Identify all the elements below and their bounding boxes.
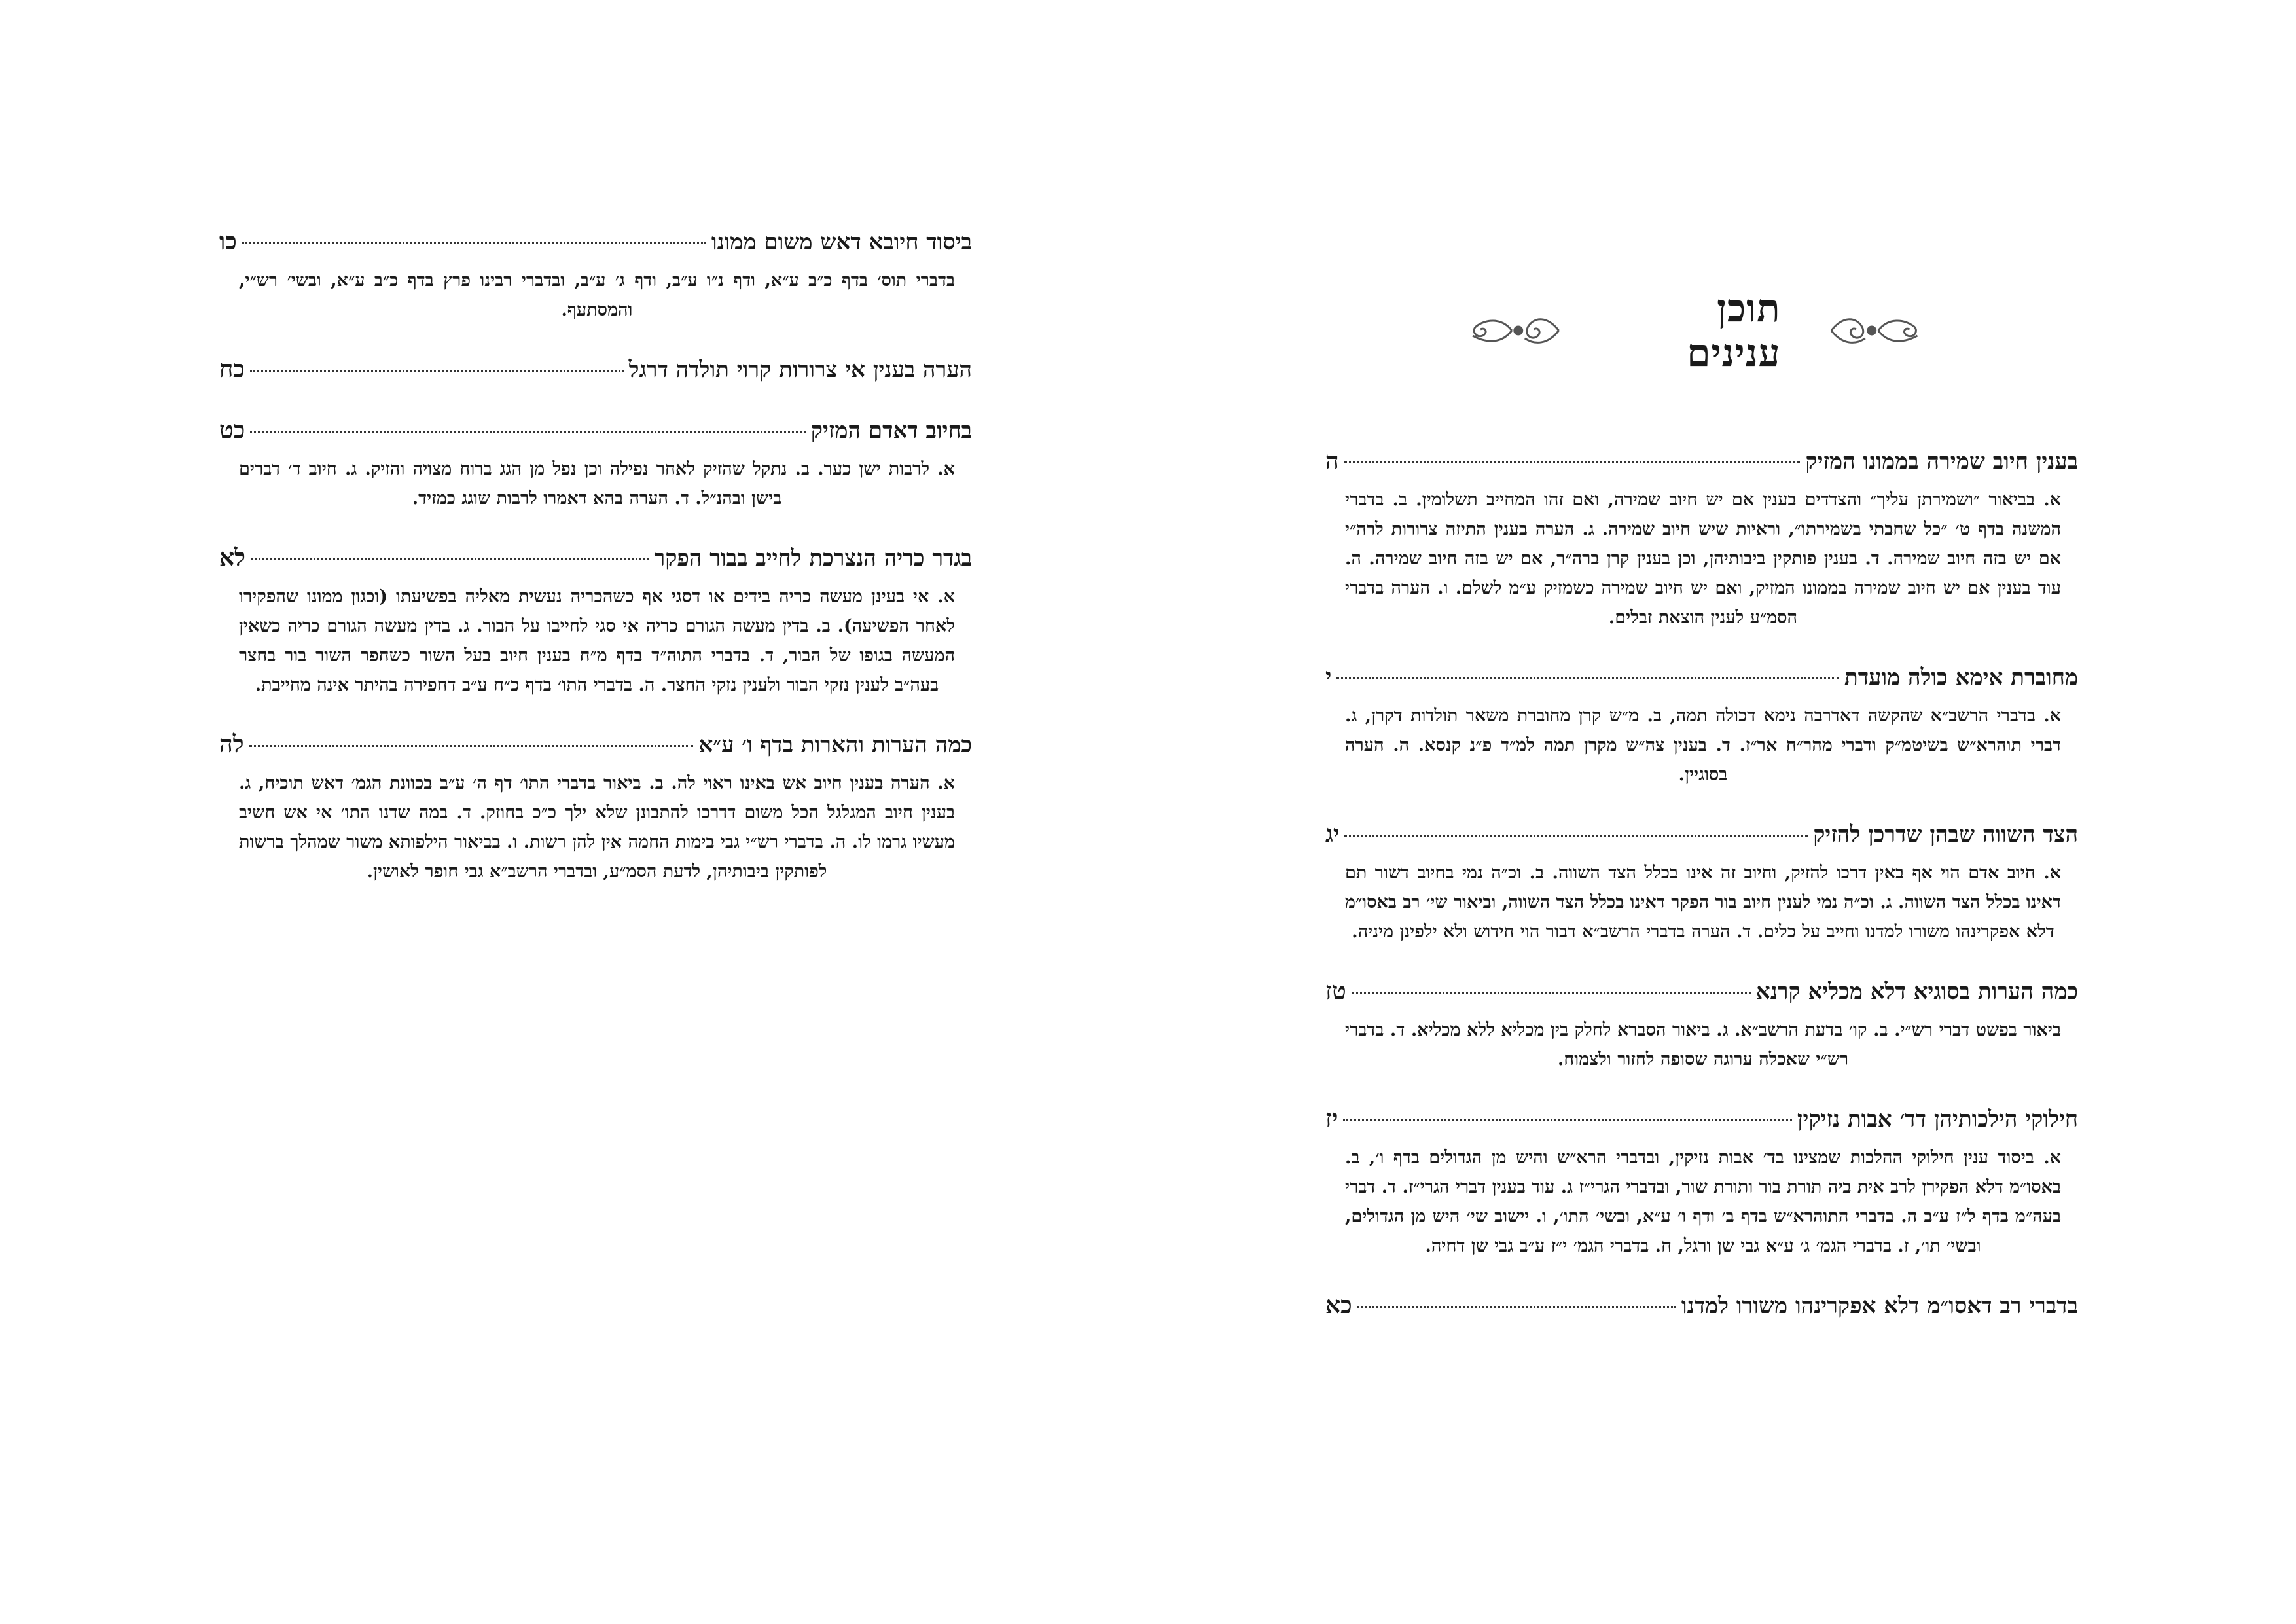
dotted-leader [1336, 677, 1839, 679]
toc-entry-heading [219, 542, 972, 574]
toc-right-column [1325, 288, 2078, 1350]
toc-entry-description: ביאור בפשט דברי רש״י. ב. קו׳ בדעת הרשב״א. ג. ביאור הסברא לחלק בין מכליא ללא מכליא. ד. בדברי רש״י שאכלה ערוגה שסופה לחזור ולצמוח. [1345, 1020, 2061, 1070]
toc-entry-heading [219, 414, 972, 446]
dotted-leader [1357, 1306, 1676, 1308]
toc-entry [219, 542, 972, 700]
toc-entry-description: בדברי תוס׳ בדף כ״ב ע״א, ודף נ״ו ע״ב, ודף ג׳ ע״ב, ובדברי רבינו פרץ בדף כ״ב ע״א, ובשי׳ רש״י, והמסתעף. [239, 270, 955, 320]
toc-entry-title: הערה בענין אי צרורות קרוי תולדה דרגל [628, 357, 972, 383]
dotted-leader [1343, 1119, 1791, 1121]
toc-entry-title: בענין חיוב שמירה בממונו המזיק [1805, 448, 2078, 475]
toc-entry-heading [1325, 1290, 2078, 1322]
toc-entry-page: לה [219, 731, 244, 758]
toc-entry-title: מחוברת אימא כולה מועדת [1844, 664, 2078, 691]
toc-entry-page: ה [1325, 447, 1339, 475]
toc-entry-heading [1325, 445, 2078, 477]
toc-entry-description: א. הערה בענין חיוב אש באינו ראוי לה. ב. ביאור בדברי התו׳ דף ה׳ ע״ב בכוונת הגמ׳ דאש תוכיח, ג. בענין חיוב המגלגל הכל משום דדרכו להתבונן שלא ילך כ״כ בחוזק. ד. במה שדנו התו׳ אי אש חשיב מעשיו גרמו לו. ה. בדברי רש״י גבי בימות החמה אין להן רשות. ו. בביאור הילפותא משור שמהלך ברשות לפותקין ביבותיהן, לדעת הסמ״ע, ובדברי הרשב״א גבי חופר לאושין. [239, 773, 955, 882]
dotted-leader [249, 745, 694, 747]
toc-entry-heading [219, 729, 972, 761]
toc-entry [219, 729, 972, 886]
toc-entry-title: כמה הערות והארות בדף ו׳ ע״א [698, 732, 972, 758]
page-title: תוכן ענינים [1687, 286, 1781, 375]
toc-entry-title: בחיוב דאדם המזיק [810, 418, 972, 444]
toc-entry-description: א. בביאור ״ושמירתן עליך״ והצדדים בענין אם יש חיוב שמירה, ואם זהו המחייב תשלומין. ב. בדברי המשנה בדף ט׳ ״כל שחבתי בשמירתו״, וראיות שיש חיוב שמירה. ג. הערה בענין התיזה צרורות לרה״י אם יש בזה חיוב שמירה. ד. בענין פותקין ביבותיהן, וכן בענין קרן ברה״ר, אם יש בזה חיוב שמירה. ה. עוד בענין אם יש חיוב שמירה בממונו המזיק, ואם יש חיוב שמירה כשמזיק ע״מ לשלם. ו. הערה בדברי הסמ״ע לענין הוצאת זבלים. [1345, 490, 2061, 628]
dotted-leader [1344, 835, 1808, 837]
toc-entry [219, 414, 972, 513]
toc-entry-page: יז [1325, 1105, 1338, 1132]
toc-entry-heading [1325, 661, 2078, 693]
toc-entry-description: א. בדברי הרשב״א שהקשה דאדרבה נימא דכולה תמה, ב. מ״ש קרן מחוברת משאר תולדות דקרן, ג. דברי תוהרא״ש בשיטמ״ק ודברי מהר״ח אר״ז. ד. בענין צה״ש מקרן תמה למ״ד פ״נ קנסא. ה. הערה בסוגיין. [1345, 706, 2061, 785]
toc-entry-page: לא [219, 544, 245, 571]
toc-entry-description: א. חיוב אדם הוי אף באין דרכו להזיק, וחיוב זה אינו בכלל הצד השווה. ב. וכ״ה נמי בחיוב דשור תם דאינו בכלל הצד השווה. ג. וכ״ה נמי לענין חיוב בור הפקר דאינו בכלל הצד השווה, וביאור שי׳ רב באסו״מ דלא אפקרינהו משורו למדנו וחייב על כלים. ד. הערה בדברי הרשב״א דבור הוי חידוש ולא ילפינן מיניה. [1345, 863, 2061, 942]
toc-entry [1325, 661, 2078, 789]
toc-entry-title: בגדר כריה הנצרכת לחייב בבור הפקר [654, 545, 972, 571]
toc-entry-heading [1325, 1103, 2078, 1135]
dotted-leader [251, 558, 649, 560]
toc-entry-page: כו [219, 228, 237, 255]
dotted-leader [250, 431, 805, 433]
toc-entry-page: כט [219, 416, 245, 444]
toc-left-column [219, 226, 972, 915]
toc-entry [1325, 1290, 2078, 1322]
toc-entry [1325, 975, 2078, 1074]
toc-entry-page: יג [1325, 820, 1340, 848]
toc-entry [219, 353, 972, 386]
toc-entry [1325, 818, 2078, 947]
toc-entry [219, 226, 972, 325]
toc-entry-page: כא [1325, 1291, 1352, 1319]
toc-entry-title: הצד השווה שבהן שדרכן להזיק [1813, 821, 2078, 848]
toc-entry-page: טז [1325, 977, 1346, 1005]
toc-entry-heading [1325, 975, 2078, 1007]
toc-entry-page: י [1325, 663, 1332, 691]
toc-entry [1325, 445, 2078, 632]
toc-entry-title: חילוקי הילכותיהן דד׳ אבות נזיקין [1797, 1106, 2078, 1132]
toc-entry-title: ביסוד חיובא דאש משום ממונו [711, 229, 972, 255]
toc-entry-heading [219, 353, 972, 386]
dotted-leader [1344, 461, 1801, 463]
dotted-leader [250, 370, 624, 372]
toc-entry-heading [219, 226, 972, 258]
toc-entry-description: א. לרבות ישן כער. ב. נתקל שהזיק לאחר נפילה וכן נפל מן הגג ברוח מצויה והזיק. ג. חיוב ד׳ דברים בישן ובהנ״ל. ד. הערה בהא דאמרו לרבות שוגג כמזיד. [239, 459, 955, 509]
toc-entry-title: כמה הערות בסוגיא דלא מכליא קרנא [1755, 979, 2078, 1005]
toc-entry [1325, 1103, 2078, 1261]
toc-entry-description: א. אי בעינן מעשה כריה בידים או דסגי אף כשהכריה נעשית מאליה בפשיעתו (וכגון ממונו שהפקירו לאחר הפשיעה). ב. בדין מעשה הגורם כריה אי סגי לחייבו על הבור. ג. בדין מעשה הגורם כריה כשאין המעשה בגופו של הבור, ד. בדברי התוה״ד בדף מ״ח בענין חיוב בעל השור כשחפר השור בור בחצר בעה״ב לענין נזקי הבור ולענין נזקי החצר. ה. בדברי התו׳ בדף כ״ח ע״ב דחפירה בהיתר אינה מחייבת. [239, 586, 955, 695]
toc-entry-title: בדברי רב דאסו״מ דלא אפקרינהו משורו למדנו [1681, 1293, 2078, 1319]
dotted-leader [1352, 992, 1751, 994]
toc-entry-description: א. ביסוד ענין חילוקי ההלכות שמצינו בד׳ אבות נזיקין, ובדברי הרא״ש והיש מן הגדולים בדף ו׳, ב. באסו״מ דלא הפקירן לרב אית ביה תורת בור ותורת שור, ובדברי הגרי״ז ג. עוד בענין דברי הגרי״ז. ד. דברי בעה״מ בדף ל״ז ע״ב ה. בדברי התוהרא״ש בדף ב׳ ודף ו׳ ע״א, ובשי׳ התו׳, ו. יישוב שי׳ היש מן הגדולים, ובשי׳ תו׳, ז. בדברי הגמ׳ ג׳ ע״א גבי שן ורגל, ח. בדברי הגמ׳ י״ז ע״ב גבי שן דחיה. [1345, 1147, 2061, 1256]
toc-entry-page: כח [219, 355, 245, 383]
dotted-leader [242, 242, 706, 244]
toc-entry-heading [1325, 818, 2078, 850]
